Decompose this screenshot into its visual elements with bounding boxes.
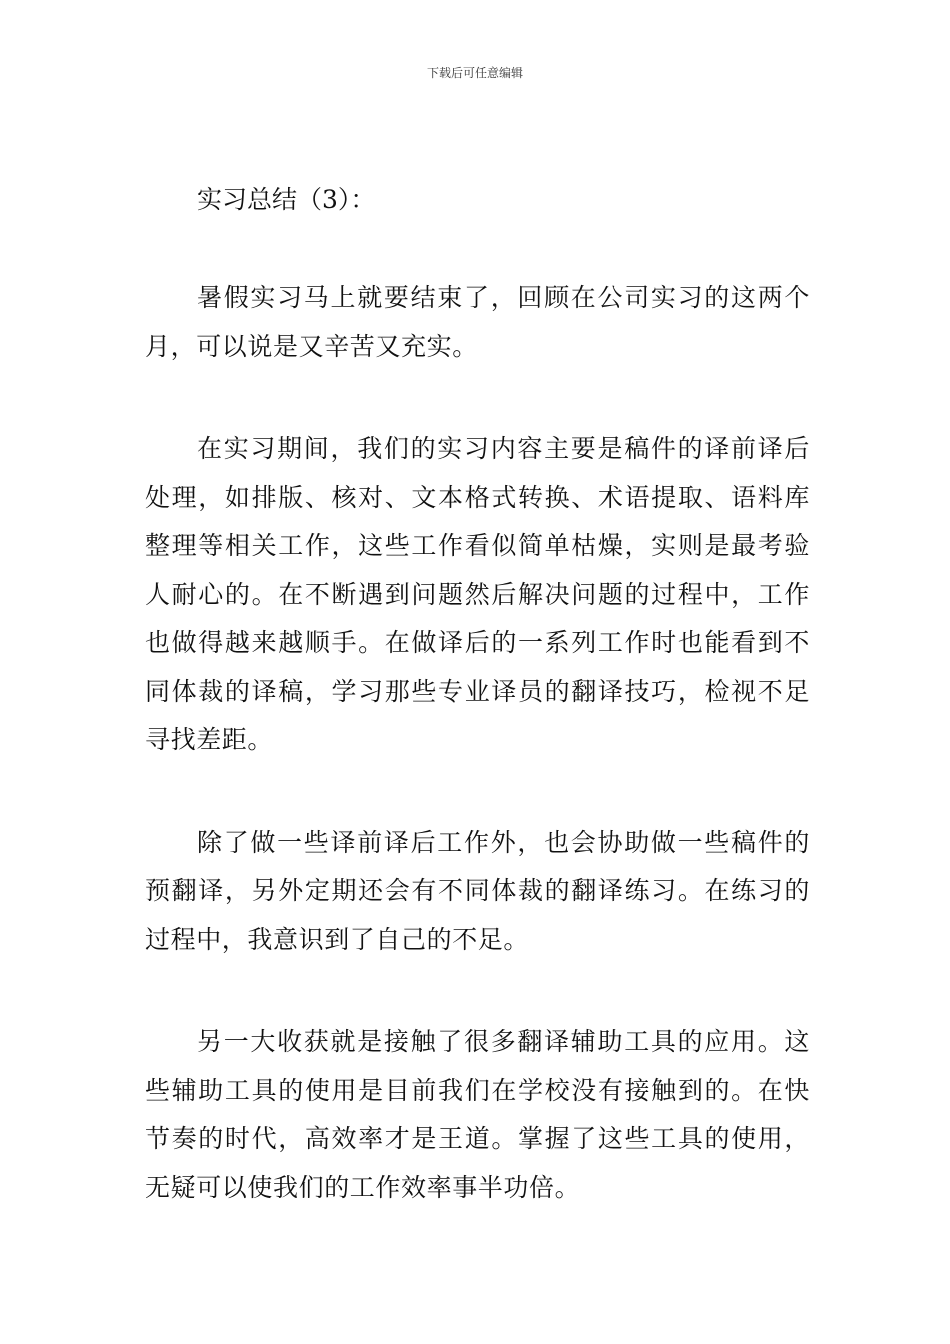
paragraph: 除了做一些译前译后工作外，也会协助做一些稿件的预翻译，另外定期还会有不同体裁的翻译练习。在练习的过程中，我意识到了自己的不足。 bbox=[145, 827, 810, 954]
document-title: 实习总结（3）： bbox=[197, 185, 376, 214]
page-header: 下载后可任意编辑 bbox=[426, 66, 523, 80]
paragraph: 另一大收获就是接触了很多翻译辅助工具的应用。这些辅助工具的使用是目前我们在学校没有接触到的。在快节奏的时代，高效率才是王道。掌握了这些工具的使用，无疑可以使我们的工作效率事半功倍。 bbox=[145, 1027, 810, 1202]
document-body bbox=[145, 180, 810, 1266]
paragraph: 在实习期间，我们的实习内容主要是稿件的译前译后处理，如排版、核对、文本格式转换、术语提取、语料库整理等相关工作，这些工作看似简单枯燥，实则是最考验人耐心的。在不断遇到问题然后解决问题的过程中，工作也做得越来越顺手。在做译后的一系列工作时也能看到不同体裁的译稿，学习那些专业译员的翻译技巧，检视不足寻找差距。 bbox=[145, 434, 810, 754]
paragraph: 暑假实习马上就要结束了，回顾在公司实习的这两个月，可以说是又辛苦又充实。 bbox=[145, 283, 810, 361]
